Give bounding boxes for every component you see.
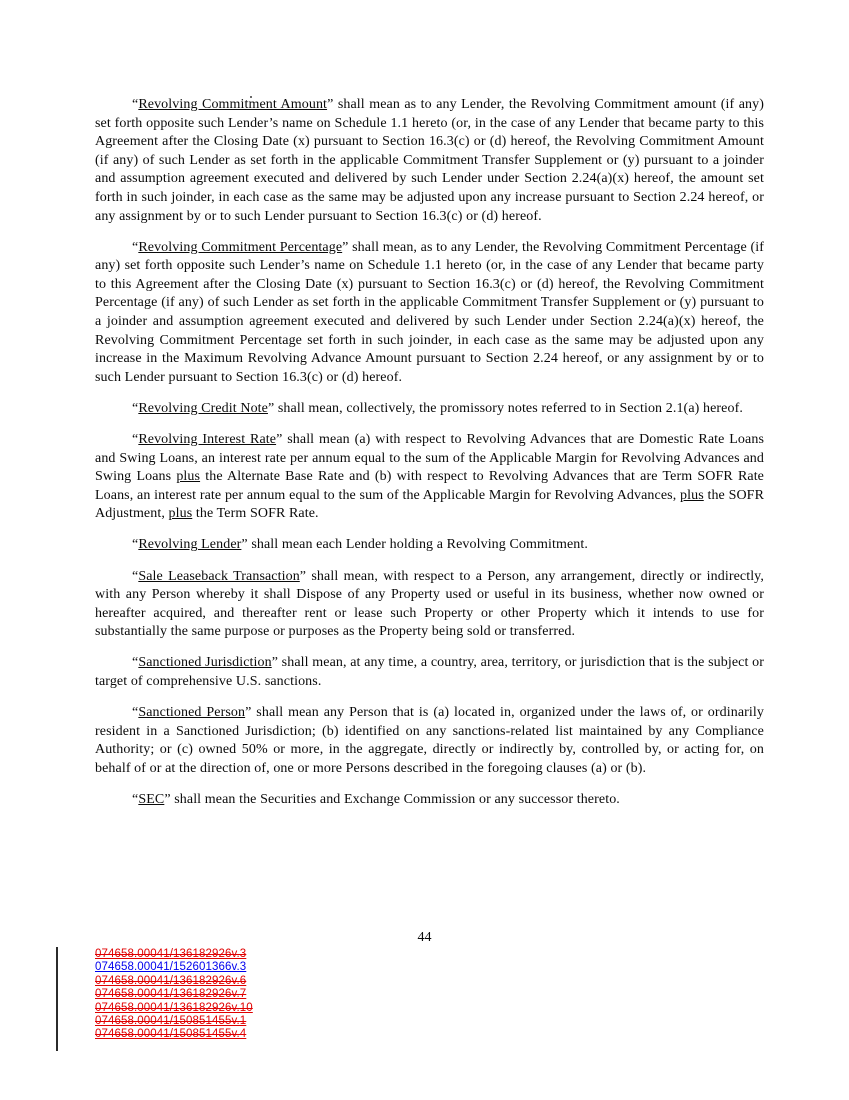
page-number: 44	[417, 930, 432, 945]
paragraph-revolving-commitment-amount	[95, 96, 764, 226]
footer-doc-id-deleted: 074658.00041/150851455v.1	[95, 1015, 247, 1028]
paragraph-text: ” shall mean, as to any Lender, the Revolving Commitment Percentage (if any) set forth opposite such Lender’s name on Schedule 1.1 hereto (or, in the case of any Lender that became party to this Agreement after the Closing Date (x) pursuant to Section 16.3(c) or (d) hereof, the Revolving Commitment Percentage (if any) of such Lender as set forth in the applicable Commitment Transfer Supplement or (y) pursuant to a joinder and assumption agreement executed and delivered by such Lender under Section 2.24(a)(x) hereof, the Revolving Commitment Percentage set forth in such joinder, in each case as the same may be adjusted upon any increase in the Maximum Revolving Advance Amount pursuant to Section 2.24 hereof, or any assignment by or to such Lender pursuant to Section 16.3(c) or (d) hereof.	[95, 239, 764, 385]
paragraph-revolving-credit-note	[95, 400, 764, 419]
paragraph-text: “	[132, 537, 139, 553]
paragraph-text: “	[132, 400, 139, 416]
footer-doc-id-current: 074658.00041/152601366v.3	[95, 961, 247, 974]
document-body	[95, 96, 764, 822]
defined-term: plus	[176, 469, 201, 485]
paragraph-text: ” shall mean, with respect to a Person, any arrangement, directly or indirectly, with any Person whereby it shall Dispose of any Property used or useful in its business, whether now owned or hereafter acquired, and thereafter rent or lease such Property or other Property which it intends to use for substantially the same purpose or purposes as the Property being sold or transferred.	[95, 568, 764, 640]
paragraph-text: ” shall mean as to any Lender, the Revolving Commitment amount (if any) set forth opposite such Lender’s name on Schedule 1.1 hereto (or, in the case of any Lender that became party to this Agreement after the Closing Date (x) pursuant to Section 16.3(c) or (d) hereof, the Revolving Commitment Amount (if any) of such Lender as set forth in the applicable Commitment Transfer Supplement or (y) pursuant to a joinder and assumption agreement executed and delivered by such Lender under Section 2.24(a)(x) hereof, the amount set forth in such joinder, in each case as the same may be adjusted upon any increase pursuant to Section 2.24 hereof, or any assignment by or to such Lender pursuant to Section 16.3(c) or (d) hereof.	[95, 97, 765, 224]
defined-term: Revolving Commitment Percentage	[138, 239, 343, 255]
defined-term: Sanctioned Jurisdiction	[138, 655, 272, 671]
paragraph-text: “	[132, 655, 139, 671]
defined-term: Sale Leaseback Transaction	[138, 568, 300, 584]
defined-term: plus	[168, 506, 193, 522]
defined-term: Revolving Lender	[138, 537, 242, 553]
paragraph-revolving-interest-rate	[95, 431, 764, 524]
footer-doc-id-deleted: 074658.00041/136182926v.10	[95, 1001, 253, 1014]
revision-change-bar	[56, 947, 58, 1051]
paragraph-text: the Term SOFR Rate.	[192, 506, 319, 522]
paragraph-text: “	[132, 792, 139, 807]
paragraph-text: “	[132, 705, 139, 721]
footer-doc-id-deleted: 074658.00041/136182926v.3	[95, 948, 247, 960]
paragraph-sec	[95, 791, 764, 810]
paragraph-text: “	[132, 568, 139, 584]
footer-doc-id-deleted: 074658.00041/136182926v.7	[95, 988, 247, 1001]
footer-doc-id-deleted: 074658.00041/150851455v.4	[95, 1028, 247, 1041]
defined-term: Sanctioned Person	[138, 705, 246, 721]
paragraph-text: “	[132, 97, 139, 112]
footer-doc-id-deleted: 074658.00041/136182926v.6	[95, 974, 247, 987]
paragraph-text: “	[132, 239, 139, 255]
paragraph-sanctioned-person	[95, 704, 764, 778]
document-id-footer	[95, 948, 253, 1042]
paragraph-revolving-commitment-percentage	[95, 239, 764, 388]
defined-term: plus	[680, 487, 704, 503]
paragraph-sanctioned-jurisdiction	[95, 654, 764, 691]
paragraph-text: ” shall mean the Securities and Exchange Commission or any successor thereto.	[164, 792, 620, 807]
defined-term: Revolving Commitment Amount	[138, 97, 328, 112]
defined-term: Revolving Interest Rate	[138, 432, 277, 447]
defined-term: Revolving Credit Note	[138, 400, 268, 416]
paragraph-text: ” shall mean each Lender holding a Revolving Commitment.	[241, 537, 588, 553]
paragraph-text: the SOFR Adjustment,	[95, 487, 765, 522]
paragraph-text: ” shall mean any Person that is (a) located in, organized under the laws of, or ordinarily resident in a Sanctioned Jurisdiction; (b) identified on any sanctions-related list maintained by any Compliance Authority; or (c) owned 50% or more, in the aggregate, directly or indirectly by, controlled by, or acting for, on behalf of or at the direction of, one or more Persons described in the foregoing clauses (a) or (b).	[95, 705, 764, 776]
paragraph-sale-leaseback-transaction	[95, 568, 764, 642]
paragraph-text: ” shall mean, collectively, the promissory notes referred to in Section 2.1(a) hereof.	[267, 400, 743, 416]
paragraph-revolving-lender	[95, 536, 764, 555]
paragraph-text: ” shall mean (a) with respect to Revolving Advances that are Domestic Rate Loans and Swing Loans, an interest rate per annum equal to the sum of the Applicable Margin for Revolving Advances and Swing Loans	[95, 432, 764, 485]
paragraph-text: the Alternate Base Rate and (b) with respect to Revolving Advances that are Term SOFR Rate Loans, an interest rate per annum equal to the sum of the Applicable Margin for Revolving Advances,	[95, 469, 764, 503]
paragraph-text: “	[132, 432, 139, 447]
defined-term: SEC	[138, 792, 165, 807]
paragraph-text: ” shall mean, at any time, a country, area, territory, or jurisdiction that is the subject or target of comprehensive U.S. sanctions.	[95, 655, 764, 690]
